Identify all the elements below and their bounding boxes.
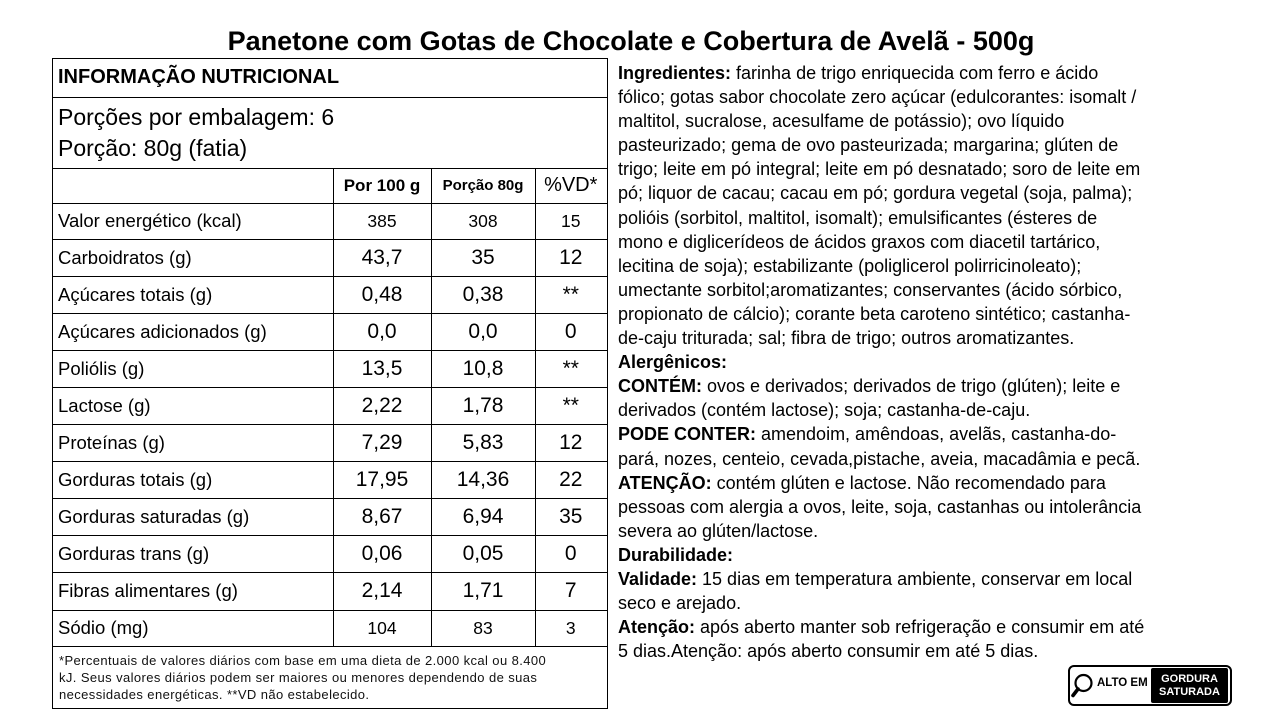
storage-warning-line: [618, 639, 1144, 663]
ingredients-text-line: [618, 230, 1144, 254]
ingredients-text-line: [618, 133, 1144, 157]
daily-value-percent: 12: [535, 240, 607, 276]
value-per-100g: 0,0: [333, 314, 431, 350]
badge-high-in-label: ALTO EM: [1097, 677, 1148, 689]
storage-warning-text: 5 dias.Atenção: após aberto consumir em até 5 dias.: [618, 641, 1039, 662]
magnifier-icon: [1070, 667, 1097, 704]
allergens-heading: [618, 350, 1144, 374]
daily-value-percent: 3: [535, 611, 607, 646]
nutrient-row-saturated-fat: [53, 498, 607, 535]
serving-size: Porção: 80g (fatia): [58, 134, 248, 161]
ingredients-text-line: [618, 254, 1144, 278]
validity-text: seco e arejado.: [618, 593, 742, 614]
validity-text: 15 dias em temperatura ambiente, conservar em local: [697, 568, 1133, 589]
footnote-line: *Percentuais de valores diários com base em uma dieta de 2.000 kcal ou 8.400: [59, 652, 547, 668]
nutrition-footnote: [53, 646, 607, 708]
value-per-100g: 0,48: [333, 277, 431, 313]
serving-info: [53, 97, 607, 168]
may-contain-text: pará, nozes, centeio, cevada,pistache, aveia, macadâmia e pecã.: [618, 448, 1141, 469]
nutrient-label: Fibras alimentares (g): [58, 580, 238, 601]
value-per-100g: 13,5: [333, 351, 431, 387]
value-per-100g: 7,29: [333, 425, 431, 461]
value-per-100g: 17,95: [333, 462, 431, 498]
contains-text: ovos e derivados; derivados de trigo (glúten); leite e: [702, 376, 1121, 397]
allergens-label: Alergênicos:: [618, 352, 728, 373]
nutrient-row-energy: [53, 203, 607, 239]
nutrient-row-carbohydrates: [53, 239, 607, 276]
nutrient-row-total-fat: [53, 461, 607, 498]
daily-value-percent: 0: [535, 536, 607, 572]
nutrition-heading: INFORMAÇÃO NUTRICIONAL: [58, 66, 340, 88]
value-per-100g: 8,67: [333, 499, 431, 535]
value-per-portion: 35: [431, 240, 535, 276]
value-per-100g: 2,22: [333, 388, 431, 424]
ingredients-text: fólico; gotas sabor chocolate zero açúcar (edulcorantes: isomalt /: [618, 87, 1137, 108]
daily-value-percent: **: [535, 277, 607, 313]
ingredients-text-line: [618, 157, 1144, 181]
ingredients-label: Ingredientes:: [618, 63, 732, 83]
ingredients-text: farinha de trigo enriquecida com ferro e ácido: [731, 63, 1099, 83]
nutrient-row-total-sugars: [53, 276, 607, 313]
value-per-100g: 0,06: [333, 536, 431, 572]
nutrient-label: Sódio (mg): [58, 617, 149, 638]
nutrient-label: Gorduras saturadas (g): [58, 505, 250, 527]
high-saturated-fat-badge: [1068, 665, 1232, 706]
daily-value-percent: **: [535, 388, 607, 424]
daily-value-percent: 22: [535, 462, 607, 498]
allergy-warning-line: [618, 519, 1144, 543]
ingredients-text: polióis (sorbitol, maltitol, isomalt); emulsificantes (ésteres de: [618, 207, 1098, 228]
footnote-line: kJ. Seus valores diários podem ser maiores ou menores dependendo de suas: [59, 669, 538, 685]
nutrient-label: Gorduras trans (g): [58, 542, 210, 564]
value-per-portion: 5,83: [431, 425, 535, 461]
daily-value-percent: **: [535, 351, 607, 387]
contains-text: derivados (contém lactose); soja; castanha-de-caju.: [618, 400, 1031, 421]
ingredients-text: umectante sorbitol;aromatizantes; conservantes (ácido sórbico,: [618, 279, 1123, 300]
badge-nutrient-block: [1151, 668, 1228, 703]
nutrition-table: [52, 58, 608, 709]
storage-warning-line: [618, 615, 1144, 639]
value-per-portion: 1,78: [431, 388, 535, 424]
may-contain-line: [618, 422, 1144, 446]
shelf-life-heading: [618, 543, 1144, 567]
column-header-per-portion: Porção 80g: [431, 169, 535, 203]
value-per-100g: 104: [333, 611, 431, 646]
daily-value-percent: 35: [535, 499, 607, 535]
ingredients-text-line: [618, 181, 1144, 205]
nutrient-label: Lactose (g): [58, 394, 151, 416]
value-per-portion: 308: [431, 204, 535, 239]
ingredients-text-line: [618, 326, 1144, 350]
ingredients-text-line: [618, 85, 1144, 109]
validity-line: [618, 567, 1144, 591]
value-per-portion: 14,36: [431, 462, 535, 498]
contains-line: [618, 398, 1144, 422]
value-per-portion: 83: [431, 611, 535, 646]
ingredients-text-line: [618, 278, 1144, 302]
value-per-portion: 0,38: [431, 277, 535, 313]
ingredients-text: pasteurizado; gema de ovo pasteurizada; margarina; glúten de: [618, 135, 1119, 156]
may-contain-line: [618, 447, 1144, 471]
ingredients-text-line: [618, 206, 1144, 230]
allergy-warning-label: ATENÇÃO:: [618, 472, 712, 493]
value-per-portion: 0,0: [431, 314, 535, 350]
nutrient-label: Carboidratos (g): [58, 246, 192, 268]
ingredients-text: pó; liquor de cacau; cacau em pó; gordura vegetal (soja, palma);: [618, 183, 1133, 204]
column-header-daily-value: %VD*: [535, 169, 607, 203]
column-header-row: [53, 168, 607, 203]
nutrient-label: Poliólis (g): [58, 357, 145, 379]
servings-per-package: Porções por embalagem: 6: [58, 103, 335, 130]
ingredients-text-line: [618, 109, 1144, 133]
value-per-portion: 6,94: [431, 499, 535, 535]
product-details: [618, 61, 1144, 663]
value-per-portion: 10,8: [431, 351, 535, 387]
value-per-portion: 0,05: [431, 536, 535, 572]
contains-label: CONTÉM:: [618, 376, 702, 397]
value-per-portion: 1,71: [431, 573, 535, 610]
storage-warning-text: após aberto manter sob refrigeração e consumir em até: [695, 617, 1145, 638]
column-header-per-100g: Por 100 g: [333, 169, 431, 203]
allergy-warning-text: severa ao glúten/lactose.: [618, 520, 819, 541]
badge-nutrient-line-1: GORDURA: [1161, 672, 1218, 685]
storage-attention-label: Atenção:: [618, 617, 696, 638]
may-contain-label: PODE CONTER:: [618, 424, 757, 445]
nutrient-row-fiber: [53, 572, 607, 610]
daily-value-percent: 15: [535, 204, 607, 239]
nutrient-row-added-sugars: [53, 313, 607, 350]
ingredients-text: maltitol, sucralose, acesulfame de potássio); ovo líquido: [618, 111, 1065, 132]
product-title: Panetone com Gotas de Chocolate e Cobertura de Avelã - 500g: [227, 26, 1035, 56]
shelf-life-label: Durabilidade:: [618, 544, 734, 565]
allergy-warning-text: pessoas com alergia a ovos, leite, soja, castanhas ou intolerância: [618, 496, 1142, 517]
nutrient-label: Gorduras totais (g): [58, 468, 213, 490]
daily-value-percent: 7: [535, 573, 607, 610]
ingredients-text-line: [618, 302, 1144, 326]
value-per-100g: 2,14: [333, 573, 431, 610]
ingredients-text: mono e diglicerídeos de ácidos graxos com diacetil tartárico,: [618, 231, 1101, 252]
badge-nutrient-line-2: SATURADA: [1159, 685, 1220, 698]
ingredients-text-line: [618, 61, 1144, 85]
validity-label: Validade:: [618, 568, 698, 589]
validity-line: [618, 591, 1144, 615]
contains-line: [618, 374, 1144, 398]
footnote-line: necessidades energéticas. **VD não estabelecido.: [59, 686, 370, 702]
nutrient-row-trans-fat: [53, 535, 607, 572]
nutrient-row-polyols: [53, 350, 607, 387]
may-contain-text: amendoim, amêndoas, avelãs, castanha-do-: [756, 424, 1117, 445]
daily-value-percent: 0: [535, 314, 607, 350]
nutrient-label: Valor energético (kcal): [58, 210, 242, 231]
ingredients-text: propionato de cálcio); corante beta caroteno sintético; castanha-: [618, 303, 1131, 324]
allergy-warning-line: [618, 495, 1144, 519]
nutrient-row-lactose: [53, 387, 607, 424]
nutrient-row-protein: [53, 424, 607, 461]
value-per-100g: 385: [333, 204, 431, 239]
allergy-warning-text: contém glúten e lactose. Não recomendado para: [711, 472, 1106, 493]
nutrient-label: Açúcares totais (g): [58, 283, 213, 305]
value-per-100g: 43,7: [333, 240, 431, 276]
ingredients-text: lecitina de soja); estabilizante (poliglicerol polirricinoleato);: [618, 255, 1082, 276]
header-spacer: [53, 169, 333, 203]
daily-value-percent: 12: [535, 425, 607, 461]
nutrient-label: Proteínas (g): [58, 431, 165, 453]
allergy-warning-line: [618, 471, 1144, 495]
ingredients-text: trigo; leite em pó integral; leite em pó desnatado; soro de leite em: [618, 159, 1141, 180]
nutrient-label: Açúcares adicionados (g): [58, 320, 267, 342]
nutrient-row-sodium: [53, 610, 607, 646]
ingredients-text: de-caju triturada; sal; fibra de trigo; outros aromatizantes.: [618, 328, 1075, 349]
